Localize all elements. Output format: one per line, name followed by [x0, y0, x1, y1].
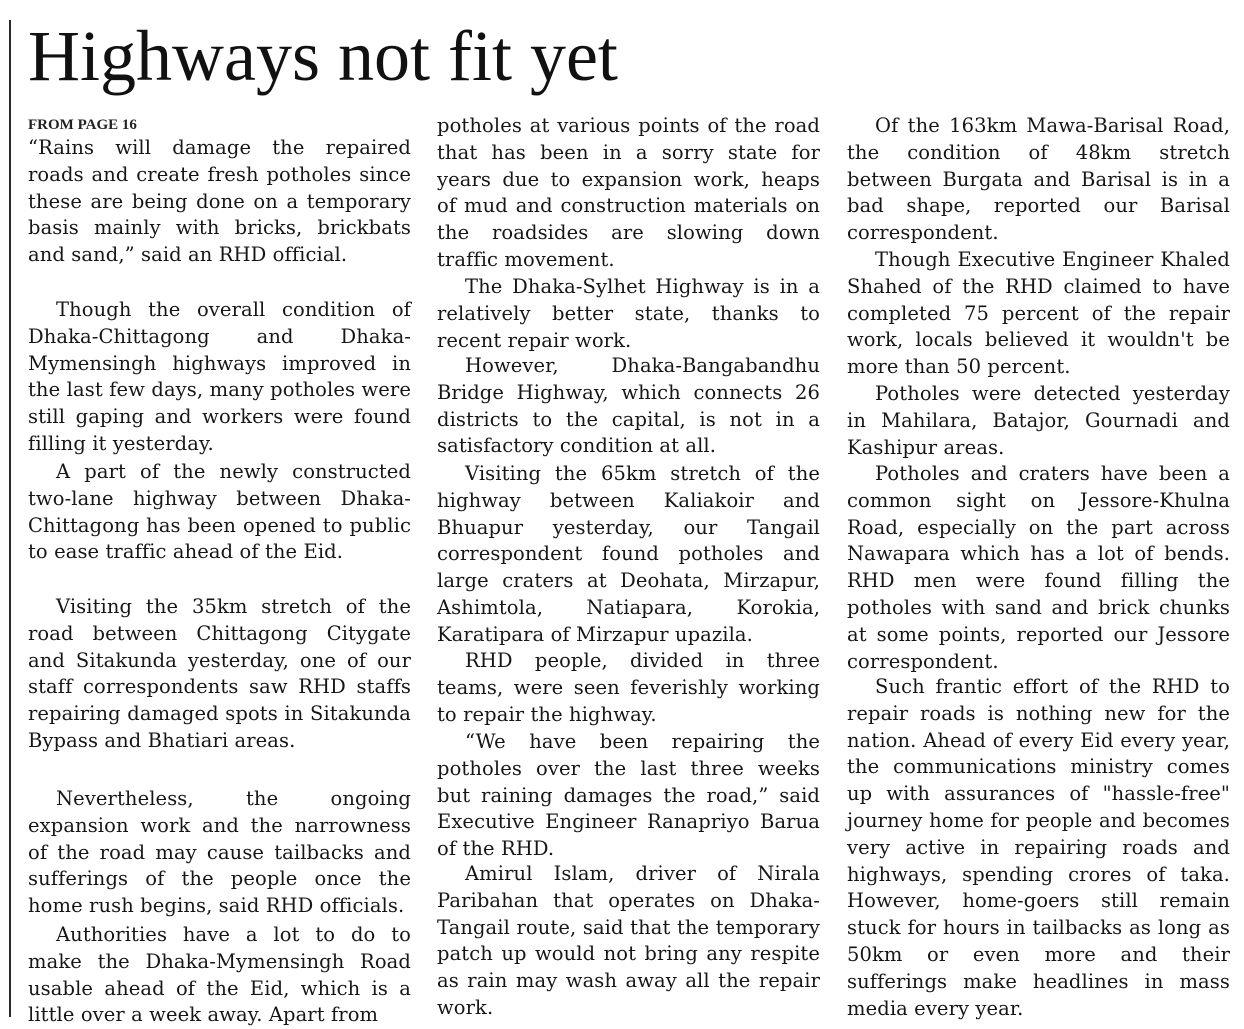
paragraph: potholes at various points of the road that has been in a sorry state for years due to expansion work, heaps of mud and construction materials on the roadsides are slowing down traffic movement.	[437, 114, 820, 271]
adjacent-article-edge	[0, 0, 12, 1017]
paragraph: Visiting the 65km stretch of the highway between Kaliakoir and Bhuapur yesterday, our Tangail correspondent found potholes and large craters at Deohata, Mirzapur, Ashimtola, Natiapara, Korokia, Karatipara of Mirzapur upazila.	[437, 462, 820, 646]
headline: Highways not fit yet	[28, 16, 618, 96]
paragraph: A part of the newly constructed two-lane highway between Dhaka-Chittagong has been opened to public to ease traffic ahead of the Eid.	[28, 460, 411, 564]
paragraph: Potholes and craters have been a common sight on Jessore-Khulna Road, especially on the part across Nawapara which has a lot of bends. RHD men were found filling the potholes with sand and brick chunks at some points, reported our Jessore correspondent.	[847, 462, 1230, 673]
column-rule	[9, 20, 11, 1017]
paragraph: Though the overall condition of Dhaka-Chittagong and Dhaka-Mymensingh highways improved in the last few days, many potholes were still gaping and workers were found filling it yesterday.	[28, 298, 411, 455]
paragraph: Such frantic effort of the RHD to repair roads is nothing new for the nation. Ahead of every Eid every year, the communications ministry comes up with assurances of "hassle-free" journey home for people and becomes very active in repairing roads and highways, spending crores of taka. However, home-goers still remain stuck for hours in tailbacks as long as 50km or even more and their sufferings make headlines in mass media every year.	[847, 675, 1230, 1020]
paragraph: “We have been repairing the potholes over the last three weeks but raining damages the road,” said Executive Engineer Ranapriyo Barua of the RHD.	[437, 730, 820, 861]
continuation-kicker: FROM PAGE 16	[28, 117, 137, 133]
paragraph: Nevertheless, the ongoing expansion work and the narrowness of the road may cause tailbacks and sufferings of the people once the home rush begins, said RHD officials.	[28, 787, 411, 918]
paragraph: The Dhaka-Sylhet Highway is in a relatively better state, thanks to recent repair work.	[437, 275, 820, 352]
paragraph: Visiting the 35km stretch of the road between Chittagong Citygate and Sitakunda yesterday, one of our staff correspondents saw RHD staffs repairing damaged spots in Sitakunda Bypass and Bhatiari areas.	[28, 595, 411, 752]
paragraph: Amirul Islam, driver of Nirala Paribahan that operates on Dhaka-Tangail route, said that the temporary patch up would not bring any respite as rain may wash away all the repair work.	[437, 862, 820, 1019]
paragraph: Potholes were detected yesterday in Mahilara, Batajor, Gournadi and Kashipur areas.	[847, 382, 1230, 459]
paragraph: “Rains will damage the repaired roads and create fresh potholes since these are being done on a temporary basis mainly with bricks, brickbats and sand,” said an RHD official.	[28, 136, 411, 267]
paragraph: Of the 163km Mawa-Barisal Road, the condition of 48km stretch between Burgata and Barisal is in a bad shape, reported our Barisal correspondent.	[847, 114, 1230, 245]
paragraph: However, Dhaka-Bangabandhu Bridge Highway, which connects 26 districts to the capital, is not in a satisfactory condition at all.	[437, 354, 820, 458]
paragraph: Though Executive Engineer Khaled Shahed of the RHD claimed to have completed 75 percent of the repair work, locals believed it wouldn't be more than 50 percent.	[847, 248, 1230, 379]
paragraph: Authorities have a lot to do to make the Dhaka-Mymensingh Road usable ahead of the Eid, which is a little over a week away. Apart from	[28, 923, 411, 1027]
paragraph: RHD people, divided in three teams, were seen feverishly working to repair the highway.	[437, 649, 820, 726]
